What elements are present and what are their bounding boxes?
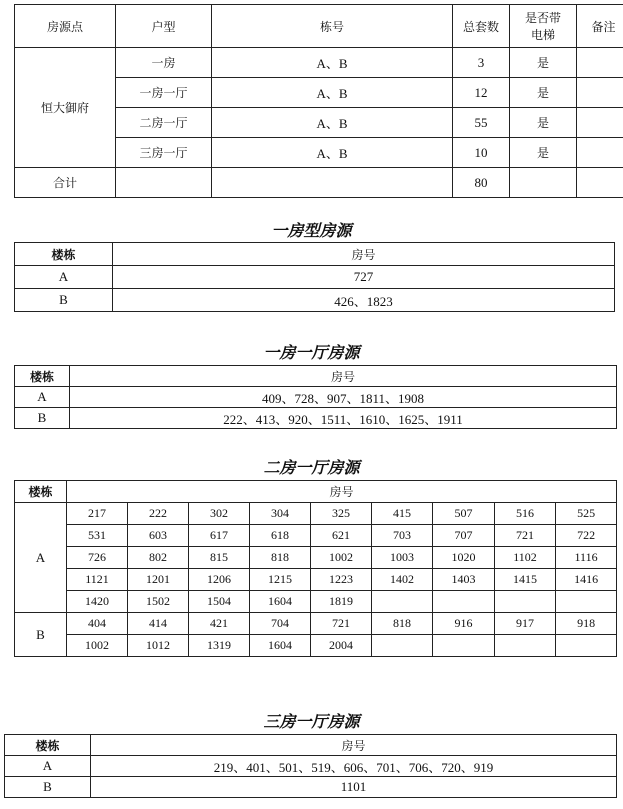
header-elevator [510,5,577,48]
row-note [577,138,623,168]
room-number-cell [372,635,433,657]
two-room-one-hall-title: 二房一厅房源 [263,458,360,477]
room-number-cell: 404 [67,613,128,635]
site-name: 恒大御府 [15,48,116,168]
room-number-cell: 1012 [128,635,189,657]
room-number-cell [495,635,556,657]
summary-header-row [15,5,623,48]
room-number-cell: 1604 [250,635,311,657]
room-number-cell: 722 [556,525,617,547]
col-room: 房号 [67,481,617,503]
room-number-cell: 1206 [189,569,250,591]
col-building: 楼栋 [15,481,67,503]
room-number-cell: 217 [67,503,128,525]
table-row [15,569,617,591]
header-site: 房源点 [15,5,116,48]
header-type: 户型 [116,5,212,48]
room-number-cell: 1002 [67,635,128,657]
row-type: 一房一厅 [116,78,212,108]
room-number-cell: 421 [189,613,250,635]
table-row [15,635,617,657]
room-number-cell: 1504 [189,591,250,613]
room-number-cell [556,635,617,657]
room-number-cell: 1116 [556,547,617,569]
room-number-cell [556,591,617,613]
building-cell: A [15,266,113,289]
room-number-cell: 1020 [433,547,495,569]
room-number-cell: 531 [67,525,128,547]
room-number-cell: 1003 [372,547,433,569]
rooms-cell: 219、401、501、519、606、701、706、720、919 [91,756,617,777]
room-number-cell: 703 [372,525,433,547]
row-note [577,78,623,108]
col-building: 楼栋 [15,366,70,387]
total-value: 80 [453,168,510,198]
row-type: 三房一厅 [116,138,212,168]
room-number-cell: 415 [372,503,433,525]
room-number-cell [495,591,556,613]
room-number-cell: 1415 [495,569,556,591]
three-room-one-hall-table [4,734,617,798]
one-room-one-hall-table [14,365,617,429]
room-number-cell: 1502 [128,591,189,613]
row-type: 二房一厅 [116,108,212,138]
room-number-cell: 802 [128,547,189,569]
row-type: 一房 [116,48,212,78]
room-number-cell: 818 [372,613,433,635]
room-number-cell: 1102 [495,547,556,569]
summary-row [15,48,623,78]
row-elevator: 是 [510,108,577,138]
rooms-cell: 222、413、920、1511、1610、1625、1911 [70,408,617,429]
room-number-cell: 222 [128,503,189,525]
room-number-cell: 1403 [433,569,495,591]
room-number-cell: 1420 [67,591,128,613]
room-number-cell: 1819 [311,591,372,613]
table-row [15,525,617,547]
room-number-cell: 618 [250,525,311,547]
building-cell: B [15,289,113,312]
row-total: 55 [453,108,510,138]
row-note [577,48,623,78]
rooms-cell: 426、1823 [113,289,615,312]
room-number-cell: 2004 [311,635,372,657]
room-number-cell: 721 [495,525,556,547]
rooms-cell: 1101 [91,777,617,798]
room-number-cell: 721 [311,613,372,635]
col-building: 楼栋 [5,735,91,756]
table-row [15,613,617,635]
total-label: 合计 [15,168,116,198]
room-number-cell: 1201 [128,569,189,591]
room-number-cell: 1223 [311,569,372,591]
row-building: A、B [212,108,453,138]
col-building: 楼栋 [15,243,113,266]
building-cell: B [15,408,70,429]
room-number-cell: 707 [433,525,495,547]
building-cell: B [5,777,91,798]
col-room: 房号 [70,366,617,387]
summary-total-row [15,168,623,198]
building-cell: A [5,756,91,777]
header-elevator-line2: 电梯 [530,28,555,42]
col-room: 房号 [91,735,617,756]
building-cell: B [15,613,67,657]
table-row [15,547,617,569]
room-number-cell: 726 [67,547,128,569]
one-room-table [14,242,615,312]
room-number-cell: 525 [556,503,617,525]
row-building: A、B [212,48,453,78]
header-note: 备注 [577,5,623,48]
room-number-cell: 918 [556,613,617,635]
room-number-cell: 1215 [250,569,311,591]
room-number-cell: 516 [495,503,556,525]
room-number-cell: 704 [250,613,311,635]
room-number-cell: 1402 [372,569,433,591]
table-row [15,503,617,525]
row-total: 10 [453,138,510,168]
room-number-cell: 507 [433,503,495,525]
header-total: 总套数 [453,5,510,48]
building-cell: A [15,503,67,613]
building-a-rows [15,503,617,613]
room-number-cell: 815 [189,547,250,569]
two-room-one-hall-table [14,480,617,657]
row-building: A、B [212,138,453,168]
building-cell: A [15,387,70,408]
room-number-cell: 1002 [311,547,372,569]
row-total: 3 [453,48,510,78]
rooms-cell: 727 [113,266,615,289]
room-number-cell: 1319 [189,635,250,657]
room-number-cell [433,591,495,613]
room-number-cell: 304 [250,503,311,525]
summary-table [14,4,623,198]
room-number-cell: 617 [189,525,250,547]
room-number-cell: 916 [433,613,495,635]
table-row [15,591,617,613]
room-number-cell: 621 [311,525,372,547]
room-number-cell: 414 [128,613,189,635]
room-number-cell: 1416 [556,569,617,591]
row-note [577,108,623,138]
row-elevator: 是 [510,48,577,78]
header-building: 栋号 [212,5,453,48]
one-room-title: 一房型房源 [271,221,352,240]
three-room-one-hall-title: 三房一厅房源 [263,712,360,731]
col-room: 房号 [113,243,615,266]
row-building: A、B [212,78,453,108]
one-room-one-hall-title: 一房一厅房源 [263,343,360,362]
room-number-cell: 325 [311,503,372,525]
room-number-cell [433,635,495,657]
row-elevator: 是 [510,78,577,108]
room-number-cell: 302 [189,503,250,525]
room-number-cell: 603 [128,525,189,547]
row-elevator: 是 [510,138,577,168]
rooms-cell: 409、728、907、1811、1908 [70,387,617,408]
room-number-cell: 917 [495,613,556,635]
row-total: 12 [453,78,510,108]
room-number-cell: 1121 [67,569,128,591]
room-number-cell: 818 [250,547,311,569]
room-number-cell [372,591,433,613]
room-number-cell: 1604 [250,591,311,613]
building-b-rows [15,613,617,657]
header-elevator-line1: 是否带 [524,11,561,25]
